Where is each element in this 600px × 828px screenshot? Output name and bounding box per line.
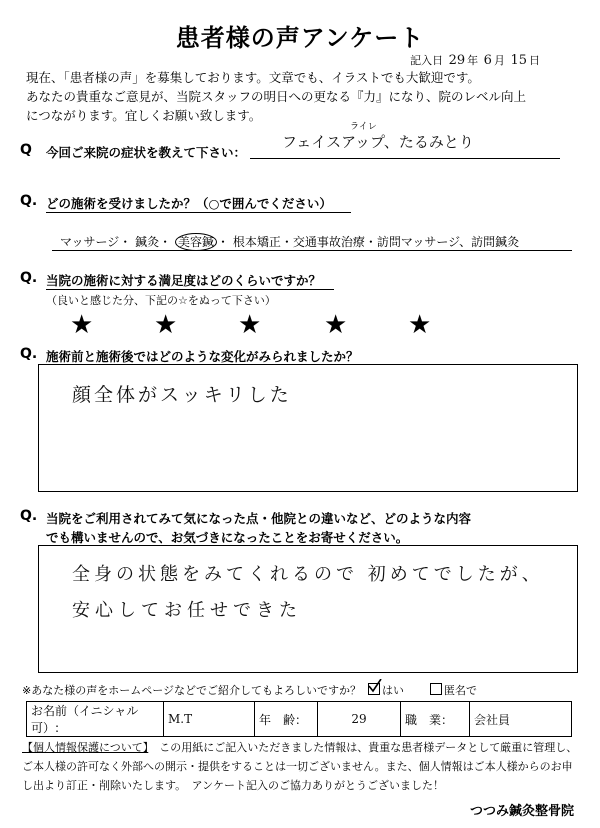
- star-4-icon[interactable]: ★: [324, 310, 348, 340]
- name-value[interactable]: M.T: [164, 702, 255, 737]
- q4-mark: Q.: [20, 346, 38, 362]
- date-month-unit: 月: [493, 54, 505, 67]
- star-5-icon[interactable]: ★: [408, 310, 432, 340]
- intro-line-2: あなたの貴重なご意見が、当院スタッフの明日への更なる『力』になり、院のレベル向上: [26, 89, 527, 104]
- permission-yes-label: はい: [382, 684, 404, 697]
- date-year: 29: [448, 53, 466, 68]
- q5-question-line-2: でも構いませんので、お気づきになったことをお寄せください。: [46, 530, 409, 545]
- q4-answer: 顔全体がスッキリした: [72, 384, 292, 406]
- privacy-line-2: ご本人様の許可なく外部への開示・提供をすることは一切ございません。また、個人情報はご本人様からのお申: [22, 760, 573, 773]
- page-title: 患者様の声アンケート: [175, 24, 425, 52]
- job-label: 職 業：: [401, 702, 470, 737]
- option-massage: マッサージ・: [60, 235, 132, 249]
- option-beauty-acupuncture-circled: 美容鍼: [175, 233, 217, 251]
- option-traffic-accident: 交通事故治療・: [292, 235, 377, 249]
- checkbox-anon[interactable]: [430, 683, 442, 695]
- q4-question: 施術前と施術後ではどのような変化がみられましたか？: [46, 349, 359, 364]
- intro-line-1: 現在、「患者様の声」を募集しております。文章でも、イラストでも大歓迎です。: [26, 70, 480, 85]
- q3-question: 当院の施術に対する満足度はどのくらいですか？: [46, 273, 322, 288]
- date-field: [410, 52, 540, 68]
- privacy-notice: [22, 738, 582, 795]
- q5-answer-line-1: 全身の状態をみてくれるので 初めてでしたが、: [72, 564, 544, 585]
- intro-text: [26, 68, 586, 125]
- q3-hint: （良いと感じた分、下記の☆をぬって下さい）: [46, 294, 276, 307]
- q5-question-line-1: 当院をご利用されてみて気になった点・他院との違いなど、どのような内容: [46, 511, 472, 526]
- q3-underline: [46, 289, 334, 290]
- q1-answer: フェイスアップ、たるみとり: [282, 133, 474, 151]
- date-day: 15: [510, 53, 527, 68]
- date-month: 6: [483, 53, 492, 68]
- option-separator: ・: [216, 235, 229, 249]
- info-table: [26, 701, 572, 737]
- q5-answer-line-2: 安心してお任せできた: [72, 600, 302, 621]
- q2-underline: [46, 212, 351, 213]
- q2-mark: Q.: [20, 193, 38, 209]
- name-label: お名前（イニシャル可）:: [27, 702, 164, 737]
- age-label: 年 齢：: [255, 702, 318, 737]
- option-home-acupuncture: 訪問鍼灸: [471, 235, 520, 249]
- checkbox-yes-checked[interactable]: [368, 683, 380, 695]
- q3-mark: Q.: [20, 270, 38, 286]
- privacy-heading: 【個人情報保護について】: [22, 741, 149, 754]
- star-1-icon[interactable]: ★: [70, 310, 94, 340]
- date-day-unit: 日: [529, 54, 540, 67]
- q5-mark: Q.: [20, 508, 38, 524]
- date-label: 記入日: [410, 54, 444, 67]
- permission-anon-option[interactable]: [430, 682, 477, 698]
- q1-answer-line: [250, 158, 560, 159]
- star-2-icon[interactable]: ★: [154, 310, 178, 340]
- check-mark-icon: [368, 679, 382, 693]
- q2-question: どの施術を受けましたか？（○で囲んでください）: [46, 196, 332, 211]
- q2-options: [60, 233, 519, 250]
- q1-mark: Q: [20, 142, 32, 158]
- privacy-line-1: この用紙にご記入いただきました情報は、貴重な患者様データとして厳重に管理し、: [159, 741, 578, 754]
- permission-yes-option[interactable]: [368, 682, 404, 698]
- option-home-massage: 訪問マッサージ、: [376, 235, 472, 249]
- star-3-icon[interactable]: ★: [238, 310, 262, 340]
- q1-answer-ruby: ライレ: [350, 122, 377, 132]
- permission-question: ※あなた様の声をホームページなどでご紹介してもよろしいですか？: [22, 684, 361, 697]
- job-value[interactable]: 会社員: [470, 702, 572, 737]
- option-posture-correction: 根本矯正・: [232, 235, 293, 249]
- age-value[interactable]: 29: [318, 702, 401, 737]
- permission-anon-label: 匿名で: [444, 684, 477, 697]
- option-acupuncture: 鍼灸・: [135, 235, 172, 249]
- q2-options-underline: [52, 250, 572, 251]
- clinic-name: つつみ鍼灸整骨院: [469, 804, 574, 819]
- q1-question: 今回ご来院の症状を教えて下さい：: [46, 145, 247, 160]
- date-year-unit: 年: [467, 54, 479, 67]
- intro-line-3: につながります。宜しくお願い致します。: [26, 108, 262, 123]
- privacy-line-3: し出より訂正・削除いたします。 アンケート記入のご協力ありがとうございました！: [22, 779, 444, 792]
